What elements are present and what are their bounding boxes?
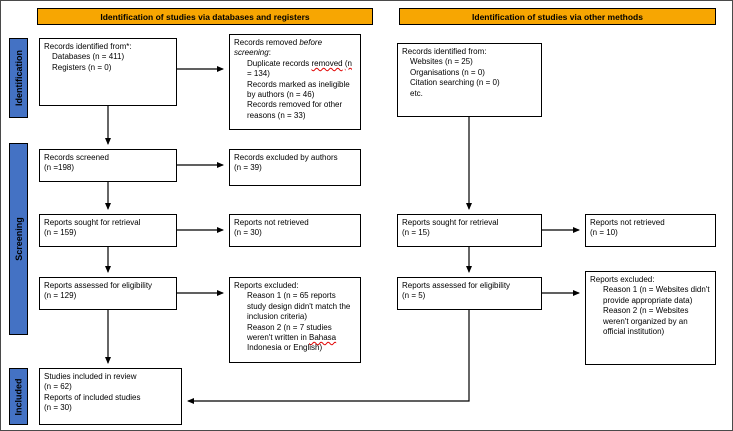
box-text-line: (n =198)	[44, 163, 75, 173]
box-text-line: Records excluded by authors	[234, 153, 338, 162]
box-text-line: (n = 10)	[590, 228, 618, 238]
text-segment-spellcheck: (n	[344, 58, 352, 68]
box-text-line: Reports excluded:	[234, 281, 299, 290]
box-text-line: (n = 129)	[44, 291, 77, 301]
box-text-line: (n = 15)	[402, 228, 430, 238]
stage-included-text: Included	[13, 377, 24, 416]
box-text-line: (n = 5)	[402, 291, 426, 301]
box-text-line: Reports assessed for eligibility	[402, 281, 511, 290]
box-text-line: Reports not retrieved	[234, 218, 309, 227]
text-segment: Indonesia or English)	[247, 343, 323, 353]
box-text-line: Reports not retrieved	[590, 218, 665, 227]
box-records-identified-databases	[39, 38, 177, 106]
box-reports-not-retrieved-other	[585, 214, 716, 247]
box-reports-excluded-databases	[229, 277, 361, 363]
box-text-line: Records identified from*:	[44, 42, 132, 51]
box-reports-not-retrieved-databases	[229, 214, 361, 247]
box-text-line: Records identified from:	[402, 47, 487, 56]
box-text-line: Reports excluded:	[590, 275, 655, 284]
box-text-line	[234, 38, 356, 59]
box-text-line: Reason 1 (n = 65 reports study design didn't match the inclusion criteria)	[247, 291, 351, 322]
stage-label-identification	[9, 38, 28, 118]
box-text-line: Records removed for other reasons (n = 33)	[247, 100, 343, 120]
box-records-excluded	[229, 149, 361, 186]
box-records-removed-before-screening	[229, 34, 361, 130]
box-text-line: Reason 2 (n = Websites weren't organized by an official institution)	[603, 306, 689, 336]
stage-screening-text: Screening	[13, 217, 24, 261]
box-text-line: Organisations (n = 0)	[410, 67, 485, 77]
box-text-line: Reports assessed for eligibility	[44, 281, 153, 290]
box-text-line	[247, 59, 356, 80]
box-text-line: Reports of included studies	[44, 392, 141, 402]
box-text-line: Reason 1 (n = Websites didn't provide appropriate data)	[603, 285, 710, 305]
box-text-line: Websites (n = 25)	[410, 57, 473, 67]
box-text-line: (n = 30)	[44, 403, 72, 413]
header-other-methods: Identification of studies via other methods	[399, 8, 716, 25]
text-segment-spellcheck: Bahasa	[309, 332, 337, 342]
stage-label-included	[9, 368, 28, 425]
box-text-line: Registers (n = 0)	[52, 62, 112, 72]
stage-label-screening	[9, 143, 28, 335]
box-records-screened	[39, 149, 177, 182]
box-text-line: (n = 159)	[44, 228, 77, 238]
box-studies-included	[39, 368, 182, 425]
text-segment: Duplicate records	[247, 58, 312, 68]
box-text-line	[247, 323, 356, 354]
box-reports-sought-other	[397, 214, 542, 247]
box-text-line: Databases (n = 411)	[52, 52, 125, 62]
box-text-line: Reports sought for retrieval	[44, 218, 141, 227]
box-reports-assessed-databases	[39, 277, 177, 310]
text-segment: Records removed	[234, 38, 300, 47]
box-text-line: Reports sought for retrieval	[402, 218, 499, 227]
box-reports-excluded-other	[585, 271, 716, 365]
box-text-line: Records screened	[44, 153, 109, 162]
box-text-line: (n = 39)	[234, 163, 262, 173]
box-text-line: etc.	[410, 88, 423, 98]
box-text-line: (n = 62)	[44, 382, 72, 392]
box-text-line: Records marked as ineligible by authors (n = 46)	[247, 79, 350, 99]
box-reports-sought-databases	[39, 214, 177, 247]
text-segment: :	[268, 48, 271, 58]
header-databases-registers: Identification of studies via databases and registers	[37, 8, 373, 25]
text-segment-spellcheck: removed	[311, 58, 343, 68]
box-text-line: (n = 30)	[234, 228, 262, 238]
box-text-line: Studies included in review	[44, 372, 137, 381]
box-reports-assessed-other	[397, 277, 542, 310]
text-segment: Reason 2 (n = 7 studies weren't written in	[247, 322, 332, 342]
text-segment-italic: before screening	[234, 38, 323, 58]
box-records-identified-other	[397, 43, 542, 117]
box-text-line: Citation searching (n = 0)	[410, 78, 500, 88]
stage-identification-text: Identification	[13, 50, 24, 106]
text-segment: = 134)	[247, 69, 270, 79]
